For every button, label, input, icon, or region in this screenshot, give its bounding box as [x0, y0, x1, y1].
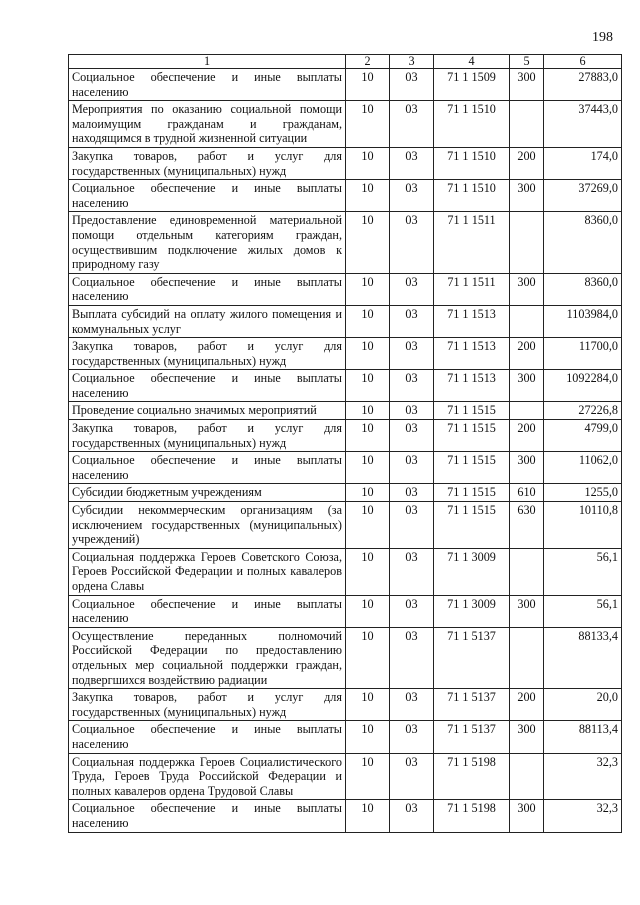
amount-cell: 11700,0: [544, 338, 622, 370]
row-name-cell: Закупка товаров, работ и услуг для государственных (муниципальных) нужд: [69, 689, 346, 721]
table-row: [69, 370, 622, 402]
section-code-cell: 10: [346, 338, 390, 370]
subsection-code-cell: 03: [390, 800, 434, 832]
row-name-cell: Социальное обеспечение и иные выплаты населению: [69, 800, 346, 832]
row-name-cell: Социальное обеспечение и иные выплаты населению: [69, 69, 346, 101]
budget-table: [68, 54, 622, 833]
target-article-cell: 71 1 3009: [434, 548, 510, 595]
target-article-cell: 71 1 1515: [434, 402, 510, 420]
amount-cell: 88113,4: [544, 721, 622, 753]
section-code-cell: 10: [346, 452, 390, 484]
subsection-code-cell: 03: [390, 370, 434, 402]
section-code-cell: 10: [346, 800, 390, 832]
table-row: [69, 753, 622, 800]
subsection-code-cell: 03: [390, 452, 434, 484]
table-row: [69, 147, 622, 179]
column-header: 4: [434, 55, 510, 69]
expense-type-cell: 300: [510, 69, 544, 101]
section-code-cell: 10: [346, 753, 390, 800]
row-name-cell: Закупка товаров, работ и услуг для государственных (муниципальных) нужд: [69, 338, 346, 370]
row-name-cell: Социальная поддержка Героев Социалистического Труда, Героев Труда Российской Федерации и полных кавалеров ордена Трудовой Славы: [69, 753, 346, 800]
column-header: 1: [69, 55, 346, 69]
column-header: 5: [510, 55, 544, 69]
section-code-cell: 10: [346, 420, 390, 452]
amount-cell: 56,1: [544, 595, 622, 627]
expense-type-cell: 200: [510, 689, 544, 721]
target-article-cell: 71 1 5137: [434, 721, 510, 753]
expense-type-cell: 300: [510, 180, 544, 212]
amount-cell: 1092284,0: [544, 370, 622, 402]
amount-cell: 1103984,0: [544, 305, 622, 337]
page-number: 198: [592, 30, 613, 45]
section-code-cell: 10: [346, 305, 390, 337]
target-article-cell: 71 1 1509: [434, 69, 510, 101]
expense-type-cell: [510, 305, 544, 337]
amount-cell: 88133,4: [544, 627, 622, 688]
section-code-cell: 10: [346, 689, 390, 721]
expense-type-cell: 300: [510, 721, 544, 753]
row-name-cell: Субсидии некоммерческим организациям (за исключением государственных (муниципальных) учреждений): [69, 502, 346, 549]
row-name-cell: Проведение социально значимых мероприятий: [69, 402, 346, 420]
section-code-cell: 10: [346, 502, 390, 549]
row-name-cell: Социальное обеспечение и иные выплаты населению: [69, 595, 346, 627]
column-header: 2: [346, 55, 390, 69]
subsection-code-cell: 03: [390, 689, 434, 721]
subsection-code-cell: 03: [390, 721, 434, 753]
section-code-cell: 10: [346, 370, 390, 402]
table-row: [69, 180, 622, 212]
expense-type-cell: 300: [510, 595, 544, 627]
row-name-cell: Социальное обеспечение и иные выплаты населению: [69, 452, 346, 484]
section-code-cell: 10: [346, 273, 390, 305]
row-name-cell: Социальная поддержка Героев Советского Союза, Героев Российской Федерации и полных кавалеров ордена Славы: [69, 548, 346, 595]
subsection-code-cell: 03: [390, 147, 434, 179]
row-name-cell: Социальное обеспечение и иные выплаты населению: [69, 370, 346, 402]
expense-type-cell: [510, 402, 544, 420]
section-code-cell: 10: [346, 147, 390, 179]
subsection-code-cell: 03: [390, 338, 434, 370]
expense-type-cell: 300: [510, 370, 544, 402]
target-article-cell: 71 1 1513: [434, 305, 510, 337]
target-article-cell: 71 1 1515: [434, 452, 510, 484]
subsection-code-cell: 03: [390, 305, 434, 337]
section-code-cell: 10: [346, 548, 390, 595]
target-article-cell: 71 1 1513: [434, 370, 510, 402]
expense-type-cell: [510, 101, 544, 148]
expense-type-cell: [510, 753, 544, 800]
subsection-code-cell: 03: [390, 627, 434, 688]
column-header: 3: [390, 55, 434, 69]
section-code-cell: 10: [346, 69, 390, 101]
amount-cell: 10110,8: [544, 502, 622, 549]
subsection-code-cell: 03: [390, 502, 434, 549]
table-row: [69, 627, 622, 688]
row-name-cell: Закупка товаров, работ и услуг для государственных (муниципальных) нужд: [69, 420, 346, 452]
subsection-code-cell: 03: [390, 273, 434, 305]
amount-cell: 27883,0: [544, 69, 622, 101]
expense-type-cell: 300: [510, 800, 544, 832]
table-row: [69, 800, 622, 832]
subsection-code-cell: 03: [390, 484, 434, 502]
target-article-cell: 71 1 3009: [434, 595, 510, 627]
target-article-cell: 71 1 1515: [434, 502, 510, 549]
row-name-cell: Предоставление единовременной материальной помощи отдельным категориям граждан, осуществившим подключение жилых домов к природному газу: [69, 212, 346, 273]
table-header-row: [69, 55, 622, 69]
amount-cell: 56,1: [544, 548, 622, 595]
amount-cell: 32,3: [544, 753, 622, 800]
target-article-cell: 71 1 1511: [434, 273, 510, 305]
row-name-cell: Социальное обеспечение и иные выплаты населению: [69, 721, 346, 753]
amount-cell: 8360,0: [544, 212, 622, 273]
subsection-code-cell: 03: [390, 548, 434, 595]
table-row: [69, 502, 622, 549]
row-name-cell: Социальное обеспечение и иные выплаты населению: [69, 180, 346, 212]
expense-type-cell: 610: [510, 484, 544, 502]
section-code-cell: 10: [346, 402, 390, 420]
expense-type-cell: [510, 212, 544, 273]
row-name-cell: Закупка товаров, работ и услуг для государственных (муниципальных) нужд: [69, 147, 346, 179]
section-code-cell: 10: [346, 721, 390, 753]
row-name-cell: Осуществление переданных полномочий Российской Федерации по предоставлению отдельных мер социальной поддержки граждан, подвергшихся воздействию радиации: [69, 627, 346, 688]
table-row: [69, 721, 622, 753]
table-row: [69, 101, 622, 148]
target-article-cell: 71 1 1513: [434, 338, 510, 370]
target-article-cell: 71 1 1511: [434, 212, 510, 273]
target-article-cell: 71 1 5198: [434, 753, 510, 800]
amount-cell: 4799,0: [544, 420, 622, 452]
expense-type-cell: [510, 627, 544, 688]
target-article-cell: 71 1 1510: [434, 101, 510, 148]
target-article-cell: 71 1 1510: [434, 147, 510, 179]
amount-cell: 27226,8: [544, 402, 622, 420]
subsection-code-cell: 03: [390, 180, 434, 212]
table-row: [69, 420, 622, 452]
amount-cell: 11062,0: [544, 452, 622, 484]
section-code-cell: 10: [346, 212, 390, 273]
amount-cell: 37269,0: [544, 180, 622, 212]
target-article-cell: 71 1 1515: [434, 420, 510, 452]
target-article-cell: 71 1 5137: [434, 689, 510, 721]
expense-type-cell: [510, 548, 544, 595]
target-article-cell: 71 1 1510: [434, 180, 510, 212]
table-row: [69, 305, 622, 337]
table-row: [69, 273, 622, 305]
expense-type-cell: 200: [510, 147, 544, 179]
row-name-cell: Мероприятия по оказанию социальной помощи малоимущим гражданам и гражданам, находящимся в трудной жизненной ситуации: [69, 101, 346, 148]
expense-type-cell: 630: [510, 502, 544, 549]
column-header: 6: [544, 55, 622, 69]
target-article-cell: 71 1 1515: [434, 484, 510, 502]
amount-cell: 37443,0: [544, 101, 622, 148]
table-row: [69, 69, 622, 101]
subsection-code-cell: 03: [390, 402, 434, 420]
expense-type-cell: 300: [510, 452, 544, 484]
section-code-cell: 10: [346, 595, 390, 627]
table-row: [69, 548, 622, 595]
table-row: [69, 689, 622, 721]
row-name-cell: Социальное обеспечение и иные выплаты населению: [69, 273, 346, 305]
amount-cell: 20,0: [544, 689, 622, 721]
expense-type-cell: 200: [510, 420, 544, 452]
target-article-cell: 71 1 5137: [434, 627, 510, 688]
section-code-cell: 10: [346, 484, 390, 502]
table-row: [69, 402, 622, 420]
table-row: [69, 595, 622, 627]
table-row: [69, 484, 622, 502]
subsection-code-cell: 03: [390, 420, 434, 452]
expense-type-cell: 200: [510, 338, 544, 370]
subsection-code-cell: 03: [390, 212, 434, 273]
table-body: [69, 69, 622, 833]
amount-cell: 8360,0: [544, 273, 622, 305]
table-row: [69, 338, 622, 370]
subsection-code-cell: 03: [390, 69, 434, 101]
table-row: [69, 212, 622, 273]
row-name-cell: Субсидии бюджетным учреждениям: [69, 484, 346, 502]
table-row: [69, 452, 622, 484]
subsection-code-cell: 03: [390, 753, 434, 800]
amount-cell: 32,3: [544, 800, 622, 832]
section-code-cell: 10: [346, 101, 390, 148]
subsection-code-cell: 03: [390, 101, 434, 148]
target-article-cell: 71 1 5198: [434, 800, 510, 832]
subsection-code-cell: 03: [390, 595, 434, 627]
amount-cell: 1255,0: [544, 484, 622, 502]
amount-cell: 174,0: [544, 147, 622, 179]
section-code-cell: 10: [346, 627, 390, 688]
expense-type-cell: 300: [510, 273, 544, 305]
row-name-cell: Выплата субсидий на оплату жилого помещения и коммунальных услуг: [69, 305, 346, 337]
section-code-cell: 10: [346, 180, 390, 212]
